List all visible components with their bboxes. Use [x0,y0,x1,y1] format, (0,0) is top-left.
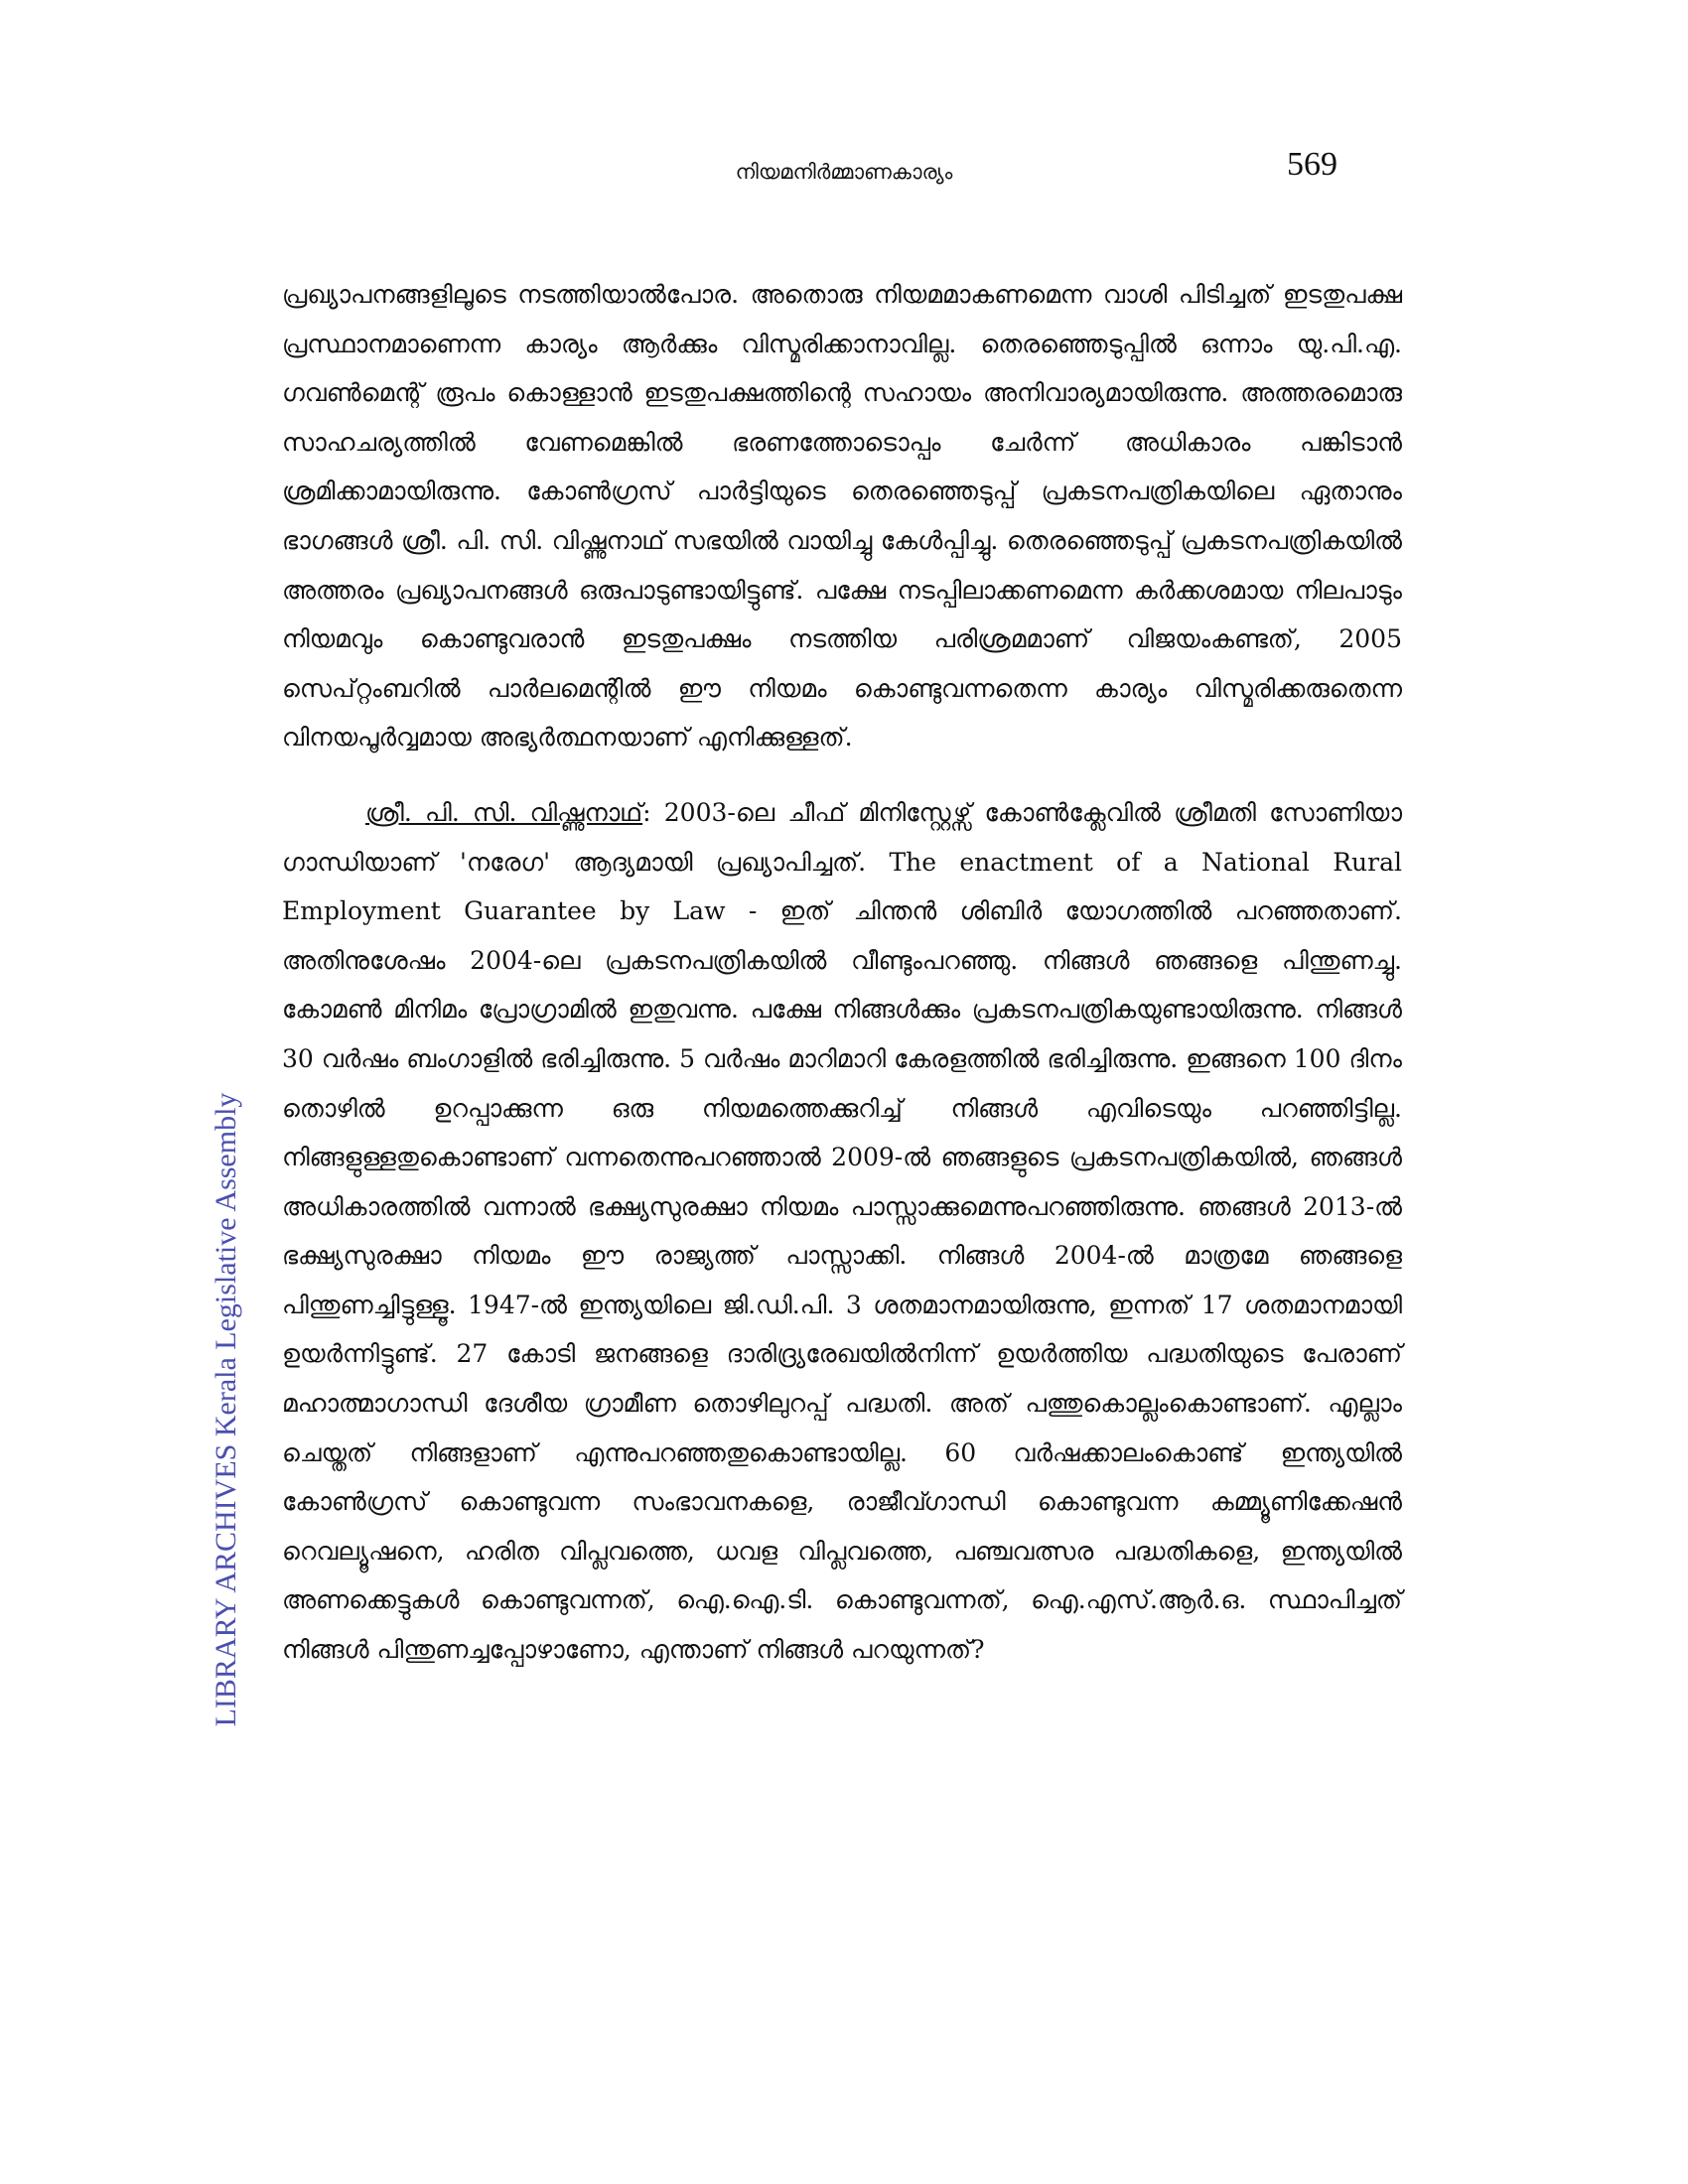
paragraph-1: പ്രഖ്യാപനങ്ങളിലൂടെ നടത്തിയാൽപോര. അതൊരു നിയമമാകണമെന്ന വാശി പിടിച്ചത് ഇടതുപക്ഷ പ്രസ്ഥാനമാണെന്ന കാര്യം ആർക്കും വിസ്മരിക്കാനാവില്ല. തെരഞ്ഞെടുപ്പിൽ ഒന്നാം യു.പി.എ. ഗവൺമെന്റ് രൂപം കൊള്ളാൻ ഇടതുപക്ഷത്തിന്റെ സഹായം അനിവാര്യമായിരുന്നു. അത്തരമൊരു സാഹചര്യത്തിൽ വേണമെങ്കിൽ ഭരണത്തോടൊപ്പം ചേർന്ന് അധികാരം പങ്കിടാൻ ശ്രമിക്കാമായിരുന്നു. കോൺഗ്രസ് പാർട്ടിയുടെ തെരഞ്ഞെടുപ്പ് പ്രകടനപത്രികയിലെ ഏതാനും ഭാഗങ്ങൾ ശ്രീ. പി. സി. വിഷ്ണുനാഥ് സഭയിൽ വായിച്ചു കേൾപ്പിച്ചു. തെരഞ്ഞെടുപ്പ് പ്രകടനപത്രികയിൽ അത്തരം പ്രഖ്യാപനങ്ങൾ ഒരുപാടുണ്ടായിട്ടുണ്ട്. പക്ഷേ നടപ്പിലാക്കണമെന്ന കർക്കശമായ നിലപാടും നിയമവും കൊണ്ടുവരാൻ ഇടതുപക്ഷം നടത്തിയ പരിശ്രമമാണ് വിജയംകണ്ടത്, 2005 സെപ്റ്റംബറിൽ പാർലമെന്റിൽ ഈ നിയമം കൊണ്ടുവന്നതെന്ന കാര്യം വിസ്മരിക്കരുതെന്ന വിനയപൂർവ്വമായ അഭ്യർത്ഥനയാണ് എനിക്കുള്ളത്. [282,280,1402,752]
speaker-name: ശ്രീ. പി. സി. വിഷ്ണുനാഥ് [365,797,643,827]
speech-text: : 2003-ലെ ചീഫ് മിനിസ്റ്റേഴ്സ് കോൺക്ലേവിൽ ശ്രീമതി സോണിയാ ഗാന്ധിയാണ് 'നരേഗ' ആദ്യമായി പ്രഖ്യാപിച്ചത്. The enactment of a National Rural Employment Guarantee by Law - ഇത് ചിന്തൻ ശിബിർ യോഗത്തിൽ പറഞ്ഞതാണ്. അതിനുശേഷം 2004-ലെ പ്രകടനപത്രികയിൽ വീണ്ടുംപറഞ്ഞു. നിങ്ങൾ ഞങ്ങളെ പിന്തുണച്ചു. കോമൺ മിനിമം പ്രോഗ്രാമിൽ ഇതുവന്നു. പക്ഷേ നിങ്ങൾക്കും പ്രകടനപത്രികയുണ്ടായിരുന്നു. നിങ്ങൾ 30 വർഷം ബംഗാളിൽ ഭരിച്ചിരുന്നു. 5 വർഷം മാറിമാറി കേരളത്തിൽ ഭരിച്ചിരുന്നു. ഇങ്ങനെ 100 ദിനം തൊഴിൽ ഉറപ്പാക്കുന്ന ഒരു നിയമത്തെക്കുറിച്ച് നിങ്ങൾ എവിടെയും പറഞ്ഞിട്ടില്ല. നിങ്ങളുള്ളതുകൊണ്ടാണ് വന്നതെന്നുപറഞ്ഞാൽ 2009-ൽ ഞങ്ങളുടെ പ്രകടനപത്രികയിൽ, ഞങ്ങൾ അധികാരത്തിൽ വന്നാൽ ഭക്ഷ്യസുരക്ഷാ നിയമം പാസ്സാക്കുമെന്നുപറഞ്ഞിരുന്നു. ഞങ്ങൾ 2013-ൽ ഭക്ഷ്യസുരക്ഷാ നിയമം ഈ രാജ്യത്ത് പാസ്സാക്കി. നിങ്ങൾ 2004-ൽ മാത്രമേ ഞങ്ങളെ പിന്തുണച്ചിട്ടുള്ളൂ. 1947-ൽ ഇന്ത്യയിലെ ജി.ഡി.പി. 3 ശതമാനമായിരുന്നു, ഇന്നത് 17 ശതമാനമായി ഉയർന്നിട്ടുണ്ട്. 27 കോടി ജനങ്ങളെ ദാരിദ്ര്യരേഖയിൽനിന്ന് ഉയർത്തിയ പദ്ധതിയുടെ പേരാണ് മഹാത്മാഗാന്ധി ദേശീയ ഗ്രാമീണ തൊഴിലുറപ്പ് പദ്ധതി. അത് പത്തുകൊല്ലംകൊണ്ടാണ്. എല്ലാം ചെയ്തത് നിങ്ങളാണ് എന്നുപറഞ്ഞതുകൊണ്ടായില്ല. 60 വർഷക്കാലംകൊണ്ട് ഇന്ത്യയിൽ കോൺഗ്രസ് കൊണ്ടുവന്ന സംഭാവനകളെ, രാജീവ്ഗാന്ധി കൊണ്ടുവന്ന കമ്മ്യൂണിക്കേഷൻ റെവല്യൂഷനെ, ഹരിത വിപ്ലവത്തെ, ധവള വിപ്ലവത്തെ, പഞ്ചവത്സര പദ്ധതികളെ, ഇന്ത്യയിൽ അണക്കെട്ടുകൾ കൊണ്ടുവന്നത്, ഐ.ഐ.ടി. കൊണ്ടുവന്നത്, ഐ.എസ്.ആർ.ഒ. സ്ഥാപിച്ചത് നിങ്ങൾ പിന്തുണച്ചപ്പോഴാണോ, എന്താണ് നിങ്ങൾ പറയുന്നത്? [282,797,1402,1665]
running-head: നിയമനിർമ്മാണകാര്യം [735,160,953,184]
paragraph-2 [282,788,1402,1675]
body-text [282,270,1402,1675]
watermark-text: LIBRARY ARCHIVES Kerala Legislative Assembly [210,1092,242,1727]
page-number: 569 [1287,146,1337,183]
